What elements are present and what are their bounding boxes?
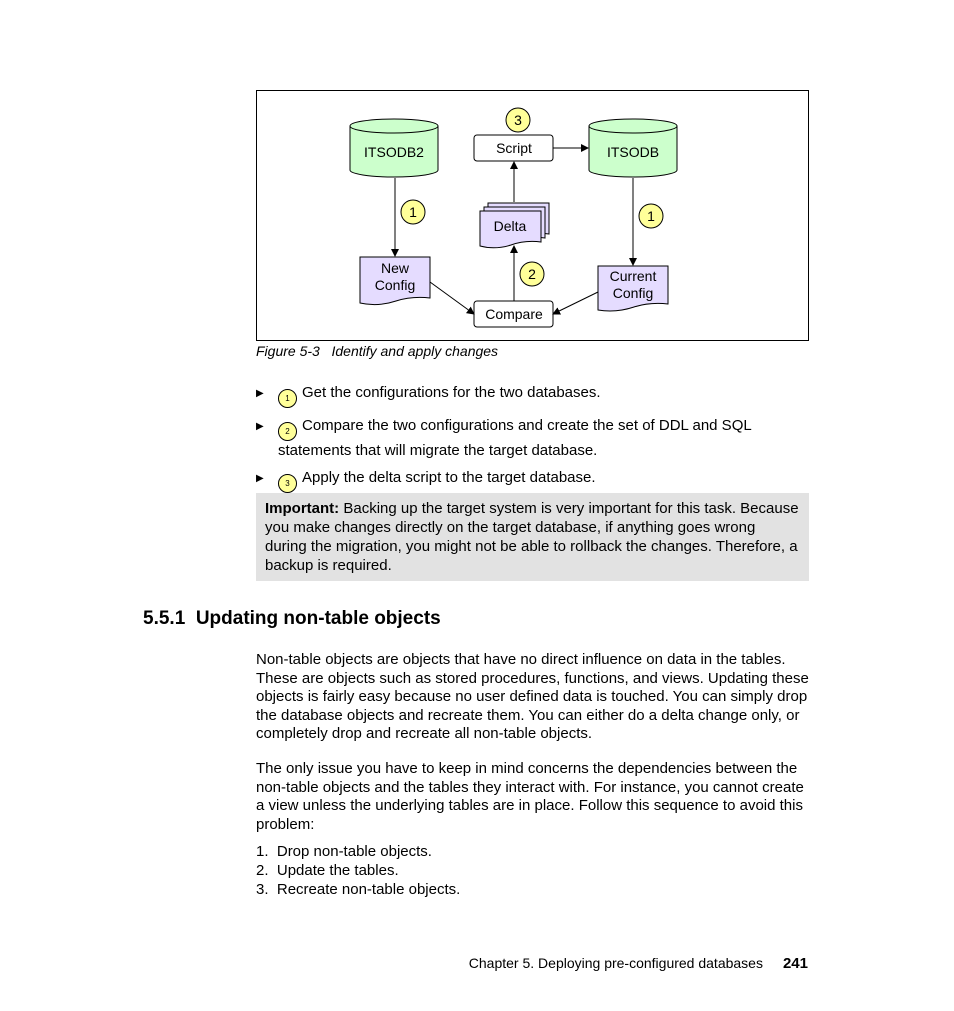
- footer-chapter: Chapter 5. Deploying pre-configured databases: [468, 955, 763, 971]
- bullet-text-2: Compare the two configurations and create the set of DDL and SQL statements that will migrate the target database.: [278, 417, 752, 459]
- important-text: Backing up the target system is very important for this task. Because you make changes directly on the target database, if anything goes wrong during the migration, you might not be able to rollback the changes. Therefore, a backup is required.: [265, 500, 799, 574]
- page-footer: [469, 955, 808, 972]
- paragraph-1: Non-table objects are objects that have no direct influence on data in the tables. These are objects such as stored procedures, functions, and views. Updating these objects is fairly easy because no user defined data is touched. You can simply drop the database objects and recreate them. You can either do a delta change only, or completely drop and recreate all non-table objects.: [256, 651, 809, 742]
- step-1-marker-left-label: 1: [409, 204, 417, 220]
- bullet-arrow-icon: ▶: [256, 388, 264, 399]
- bullet-arrow-icon: ▶: [256, 421, 264, 432]
- new-config-document: [360, 257, 430, 305]
- section-number: 5.5.1: [143, 608, 186, 629]
- step-3-marker-label: 3: [514, 112, 522, 128]
- section-title: Updating non-table objects: [195, 608, 441, 629]
- delta-document-stack: [480, 203, 549, 248]
- bullet-item-3: [256, 468, 816, 493]
- arrow-new-config-to-compare: [430, 282, 474, 314]
- step-item-1: [256, 842, 460, 861]
- compare-box: [474, 301, 553, 327]
- step-2-badge: 2: [278, 422, 297, 441]
- step-item-3: [256, 880, 460, 899]
- arrow-current-config-to-compare: [553, 292, 598, 314]
- section-heading: [143, 608, 441, 630]
- database-itsodb-label: ITSODB: [606, 144, 660, 160]
- figure-caption: [256, 343, 498, 359]
- current-config-document: [598, 266, 668, 311]
- step-3-marker: [506, 108, 530, 132]
- step-3-badge: 3: [278, 474, 297, 493]
- step-text: Recreate non-table objects.: [276, 881, 461, 898]
- new-config-label-line1: New: [380, 260, 410, 276]
- step-item-2: [256, 861, 460, 880]
- step-text: Drop non-table objects.: [276, 843, 432, 860]
- step-2-marker: [520, 262, 544, 286]
- compare-label: Compare: [485, 306, 543, 322]
- database-itsodb2: [350, 119, 438, 177]
- database-itsodb: [589, 119, 677, 177]
- page-number: 241: [782, 955, 808, 972]
- figure-identify-apply-changes: [256, 90, 809, 341]
- important-note-box: [256, 493, 809, 581]
- new-config-label-line2: Config: [374, 277, 416, 293]
- current-config-label-line2: Config: [612, 285, 654, 301]
- figure-caption-text: Identify and apply changes: [331, 343, 499, 359]
- step-1-marker-left: [401, 200, 425, 224]
- important-label: Important:: [265, 500, 340, 517]
- bullet-text-3: Apply the delta script to the target database.: [302, 469, 596, 486]
- flow-diagram: [257, 91, 810, 342]
- step-number: 2.: [256, 862, 269, 879]
- figure-caption-label: Figure 5-3: [256, 343, 320, 359]
- current-config-label-line1: Current: [609, 268, 657, 284]
- paragraph-2: The only issue you have to keep in mind concerns the dependencies between the non-table objects and the tables they interact with. For instance, you cannot create a view unless the underlying tables are in place. Follow this sequence to avoid this problem:: [256, 760, 804, 833]
- step-2-marker-label: 2: [528, 266, 536, 282]
- delta-label: Delta: [493, 218, 527, 234]
- bullet-text-1: Get the configurations for the two databases.: [302, 384, 601, 401]
- bullet-list: [256, 383, 816, 501]
- step-1-badge: 1: [278, 389, 297, 408]
- bullet-item-2: [256, 416, 816, 460]
- step-number: 1.: [256, 843, 269, 860]
- step-1-marker-right: [639, 204, 663, 228]
- script-label: Script: [496, 140, 532, 156]
- database-itsodb2-label: ITSODB2: [364, 144, 424, 160]
- step-text: Update the tables.: [276, 862, 399, 879]
- step-number: 3.: [256, 881, 269, 898]
- bullet-arrow-icon: ▶: [256, 473, 264, 484]
- numbered-steps: [256, 842, 460, 899]
- script-box: [474, 135, 553, 161]
- step-1-marker-right-label: 1: [647, 208, 655, 224]
- bullet-item-1: [256, 383, 816, 408]
